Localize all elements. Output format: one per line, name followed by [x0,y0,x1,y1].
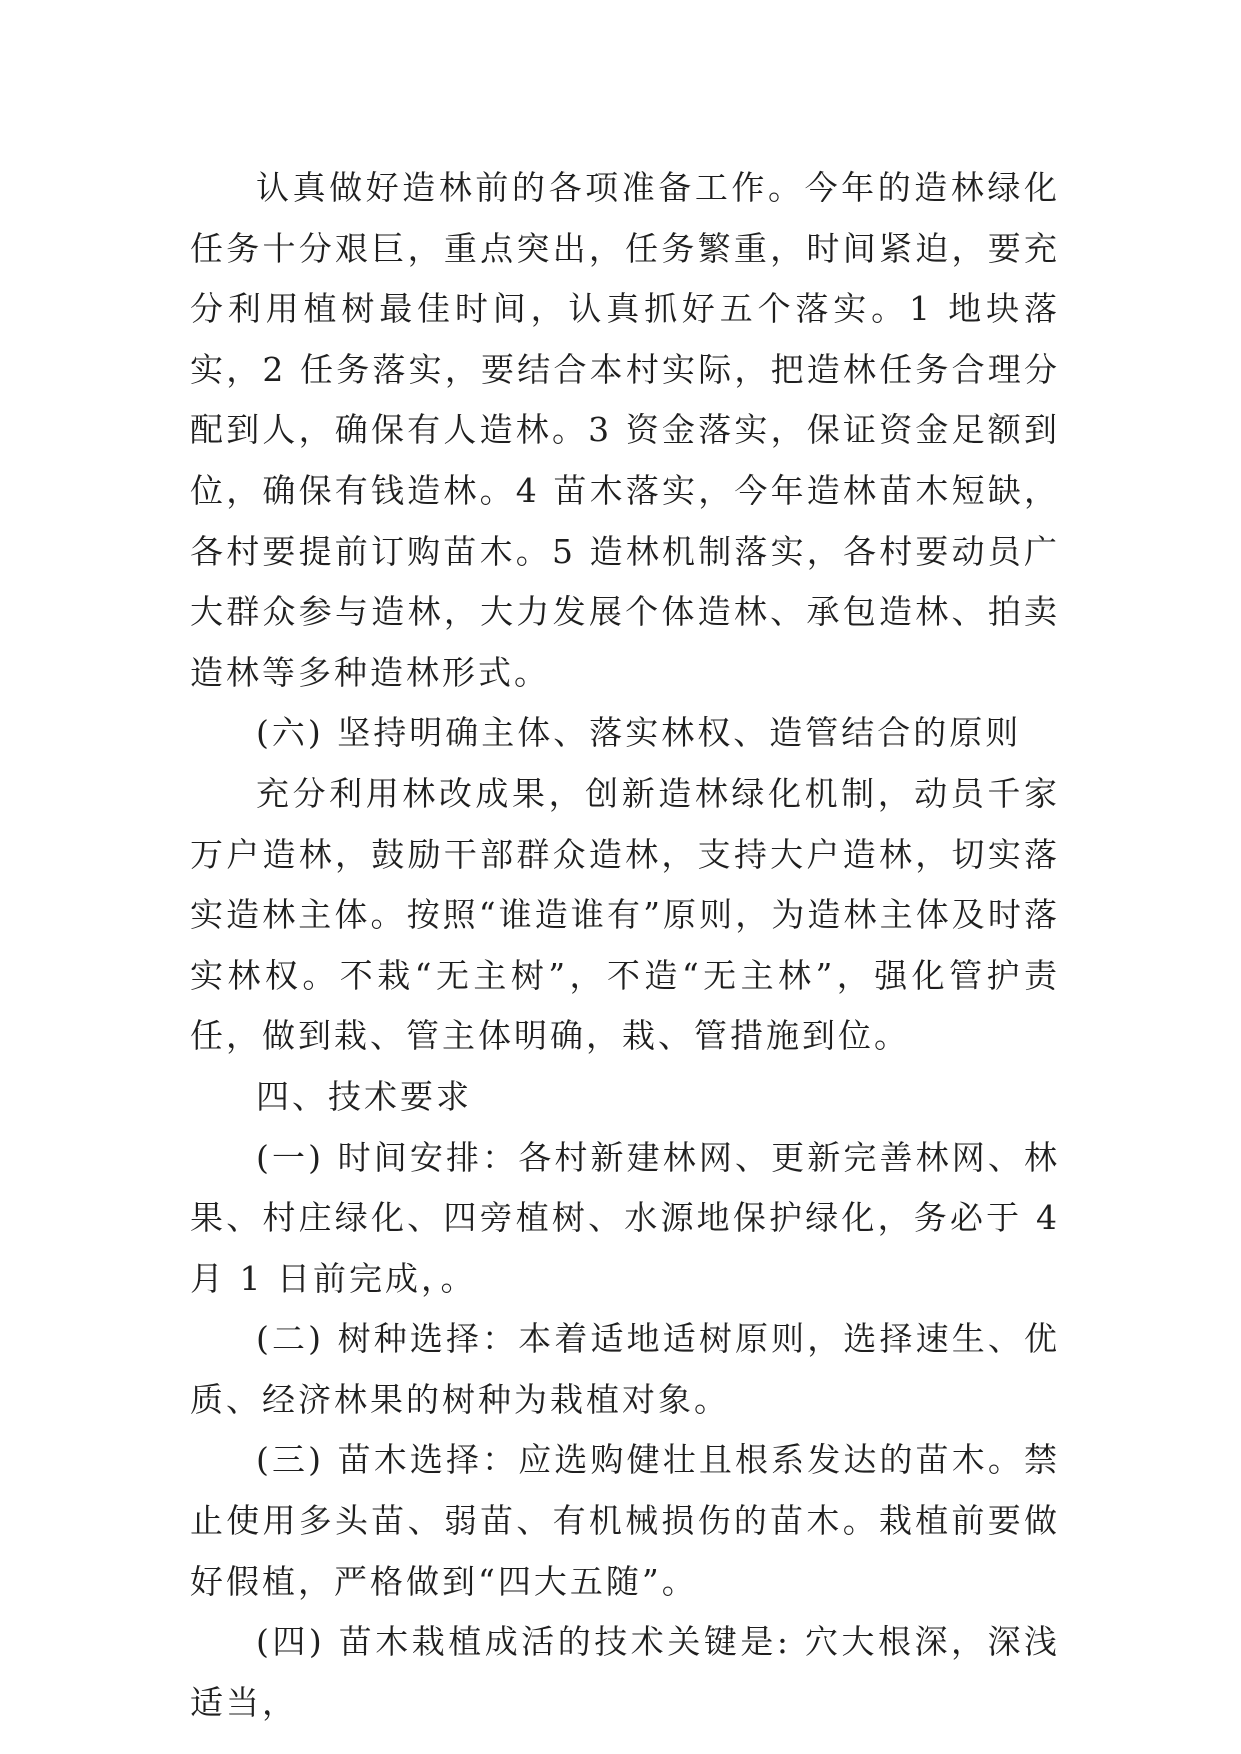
paragraph-forest-rights: 充分利用林改成果，创新造林绿化机制，动员千家万户造林，鼓励干部群众造林，支持大户造林，切实落实造林主体。按照“谁造谁有”原则，为造林主体及时落实林权。不栽“无主树”，不造“无主林”，强化管护责任，做到栽、管主体明确，栽、管措施到位。 [190,773,1060,1056]
paragraph-species-selection: (二) 树种选择：本着适地适树原则，选择速生、优质、经济林果的树种为栽植对象。 [190,1319,1060,1419]
heading-principle-six: (六) 坚持明确主体、落实林权、造管结合的原则 [256,713,1022,753]
paragraph-time-schedule: (一) 时间安排：各村新建林网、更新完善林网、林果、村庄绿化、四旁植树、水源地保护绿化，务必于 4 月 1 日前完成，。 [190,1137,1060,1298]
heading-technical-requirements: 四、技术要求 [256,1076,472,1116]
paragraph-planting-key: (四) 苗木栽植成活的技术关键是: 穴大根深，深浅适当， [190,1622,1060,1722]
paragraph-seedling-selection: (三) 苗木选择：应选购健壮且根系发达的苗木。禁止使用多头苗、弱苗、有机械损伤的苗木。栽植前要做好假植，严格做到“四大五随”。 [190,1440,1060,1601]
paragraph-preparation: 认真做好造林前的各项准备工作。今年的造林绿化任务十分艰巨，重点突出，任务繁重，时间紧迫，要充分利用植树最佳时间，认真抓好五个落实。1 地块落实，2 任务落实，要结合本村实际，把造林任务合理分配到人，确保有人造林。3 资金落实，保证资金足额到位，确保有钱造林。4 苗木落实，今年造林苗木短缺，各村要提前订购苗木。5 造林机制落实，各村要动员广大群众参与造林，大力发展个体造林、承包造林、拍卖造林等多种造林形式。 [190,168,1060,692]
document-body [190,158,1060,1733]
